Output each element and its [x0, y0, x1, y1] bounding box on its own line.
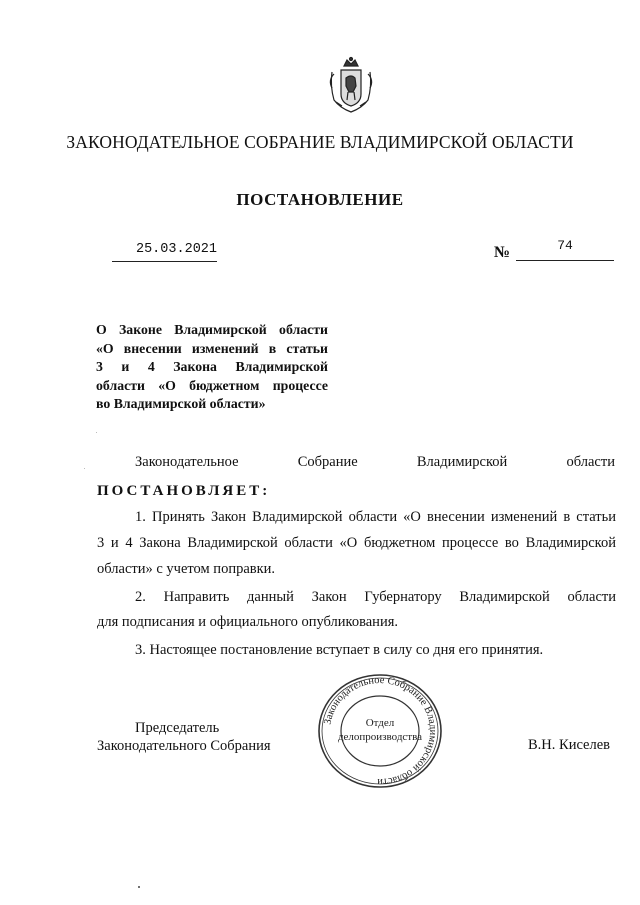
document-subject: [96, 321, 328, 414]
signatory-name: В.Н. Киселев: [528, 737, 611, 753]
subject-line: во Владимирской области»: [96, 396, 266, 411]
subject-line: области «О бюджетном процессе: [96, 377, 328, 393]
resolves-heading: ПОСТАНОВЛЯЕТ:: [97, 483, 271, 499]
intro-word: области: [566, 454, 615, 470]
paragraph-1-line: 1. Принять Закон Владимирской области «О внесении изменений в статьи: [135, 509, 616, 525]
signatory-title-line-2: Законодательного Собрания: [97, 738, 271, 754]
paragraph-3: 3. Настоящее постановление вступает в силу со дня его принятия.: [135, 642, 544, 658]
number-underline: [516, 260, 614, 261]
document-date: 25.03.2021: [135, 242, 217, 257]
paragraph-1-line: области» с учетом поправки.: [97, 561, 276, 577]
number-sign: №: [494, 244, 511, 261]
scan-speck: [84, 468, 85, 469]
subject-line: «О внесении изменений в статьи: [96, 340, 328, 356]
subject-line: О Законе Владимирской области: [96, 322, 328, 337]
scan-speck: [138, 886, 140, 888]
intro-word: Владимирской: [416, 454, 508, 470]
intro-word: Собрание: [297, 454, 358, 470]
paragraph-2-line: для подписания и официального опубликования.: [97, 614, 398, 630]
scan-speck: [96, 432, 97, 433]
organization-name: ЗАКОНОДАТЕЛЬНОЕ СОБРАНИЕ ВЛАДИМИРСКОЙ ОБЛАСТИ: [66, 132, 574, 152]
signatory-title-line-1: Председатель: [135, 720, 220, 736]
official-stamp: [316, 672, 444, 790]
paragraph-2-line: 2. Направить данный Закон Губернатору Владимирской области: [135, 589, 616, 605]
stamp-ring-text: Законодательное Собрание Владимирской области: [322, 674, 439, 788]
document-number: 74: [557, 238, 573, 253]
document-type-title: ПОСТАНОВЛЕНИЕ: [236, 190, 404, 209]
stamp-center-line-1: Отдел: [365, 717, 395, 729]
coat-of-arms-emblem: [326, 56, 376, 114]
paragraph-1-line: 3 и 4 Закона Владимирской области «О бюджетном процессе во Владимирской: [97, 535, 616, 551]
date-underline: [112, 261, 217, 262]
stamp-center-line-2: делопроизводства: [337, 731, 423, 743]
intro-line: [135, 454, 615, 471]
subject-line: 3 и 4 Закона Владимирской: [96, 359, 328, 374]
intro-word: Законодательное: [135, 454, 239, 470]
